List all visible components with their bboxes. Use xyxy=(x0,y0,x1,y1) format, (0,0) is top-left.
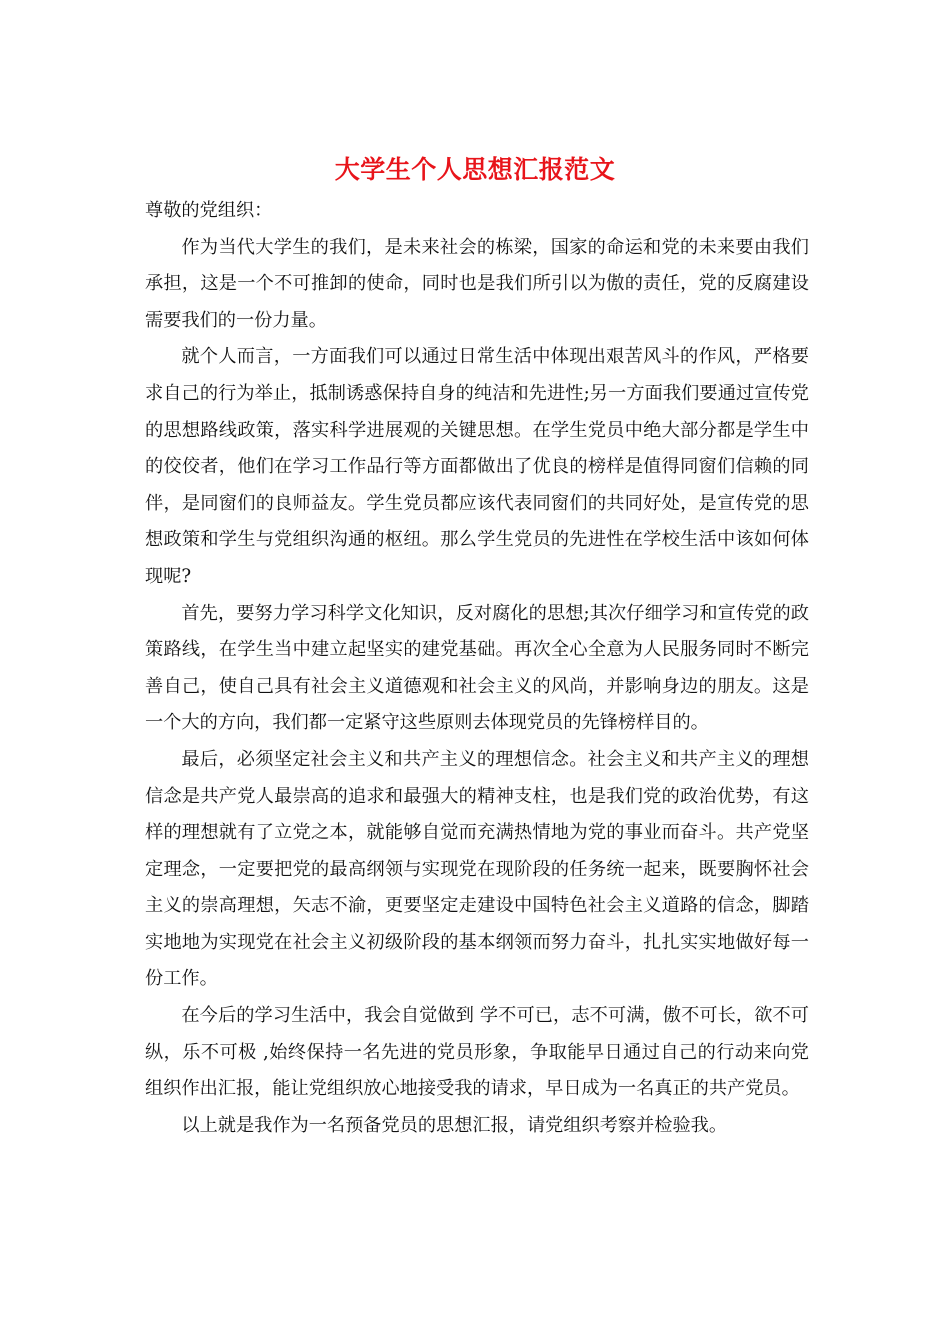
paragraph-3: 首先，要努力学习科学文化知识，反对腐化的思想;其次仔细学习和宣传党的政策路线，在学生当中建立起坚实的建党基础。再次全心全意为人民服务同时不断完善自己，使自己具有社会主义道德观和社会主义的风尚，并影响身边的朋友。这是一个大的方向，我们都一定紧守这些原则去体现党员的先锋榜样目的。 xyxy=(145,602,809,734)
paragraph-4: 最后，必须坚定社会主义和共产主义的理想信念。社会主义和共产主义的理想信念是共产党人最崇高的追求和最强大的精神支柱，也是我们党的政治优势，有这样的理想就有了立党之本，就能够自觉而充满热情地为党的事业而奋斗。共产党坚定理念，一定要把党的最高纲领与实现党在现阶段的任务统一起来，既要胸怀社会主义的崇高理想，矢志不渝，更要坚定走建设中国特色社会主义道路的信念，脚踏实地地为实现党在社会主义初级阶段的基本纲领而努力奋斗，扎扎实实地做好每一份工作。 xyxy=(145,748,809,990)
paragraph-1: 作为当代大学生的我们，是未来社会的栋梁，国家的命运和党的未来要由我们承担，这是一个不可推卸的使命，同时也是我们所引以为傲的责任，党的反腐建设需要我们的一份力量。 xyxy=(145,236,809,331)
paragraph-5: 在今后的学习生活中，我会自觉做到 学不可已，志不可满，傲不可长，欲不可纵，乐不可极 ,始终保持一名先进的党员形象，争取能早日通过自己的行动来向党组织作出汇报，能让党组织放心地接受我的请求，早日成为一名真正的共产党员。 xyxy=(145,1005,809,1100)
paragraph-6: 以上就是我作为一名预备党员的思想汇报，请党组织考察并检验我。 xyxy=(181,1114,728,1136)
document-body xyxy=(145,193,809,1144)
paragraph-2: 就个人而言，一方面我们可以通过日常生活中体现出艰苦风斗的作风，严格要求自己的行为举止，抵制诱惑保持自身的纯洁和先进性;另一方面我们要通过宣传党的思想路线政策，落实科学进展观的关键思想。在学生党员中绝大部分都是学生中的佼佼者，他们在学习工作品行等方面都做出了优良的榜样是值得同窗们信赖的同伴，是同窗们的良师益友。学生党员都应该代表同窗们的共同好处，是宣传党的思想政策和学生与党组织沟通的枢纽。那么学生党员的先进性在学校生活中该如何体现呢? xyxy=(145,346,809,587)
salutation: 尊敬的党组织： xyxy=(145,200,273,221)
document-title: 大学生个人思想汇报范文 xyxy=(334,155,616,184)
